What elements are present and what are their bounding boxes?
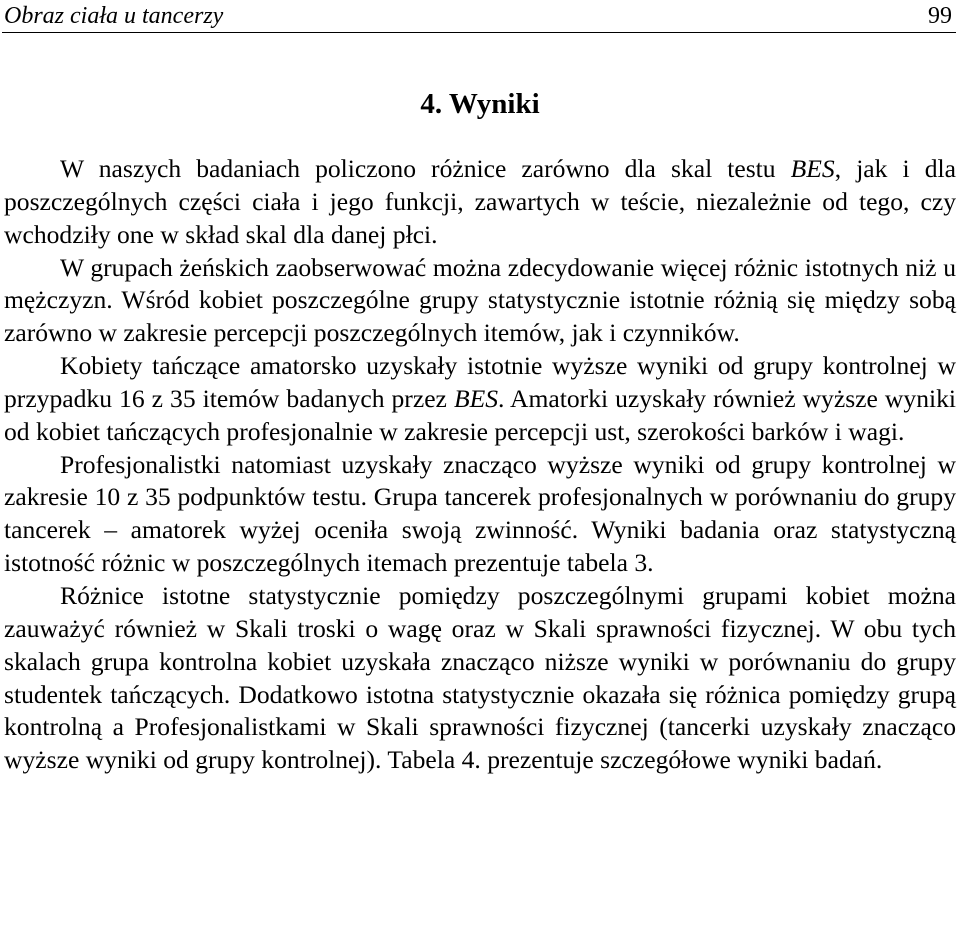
running-title: Obraz ciała u tancerzy: [4, 3, 224, 29]
bes-abbreviation: BES: [453, 383, 499, 413]
body-text: [4, 153, 956, 777]
page-number: 99: [928, 3, 952, 29]
section-heading: 4. Wyniki: [420, 88, 540, 120]
paragraph-1-text-start: W naszych badaniach policzono różnice zarówno dla skal testu: [60, 154, 791, 183]
paragraph-5: Różnice istotne statystycznie pomiędzy poszczególnymi grupami kobiet można zauważyć również w Skali troski o wagę oraz w Skali sprawności fizycznej. W obu tych skalach grupa kontrolna kobiet uzyskała znacząco niższe wyniki w porównaniu do grupy studentek tańczących. Dodatkowo istotna statystycznie okazała się różnica pomiędzy grupą kontrolną a Profesjonalistkami w Skali sprawności fizycznej (tancerki uzyskały znacząco wyższe wyniki od grupy kontrolnej). Tabela 4. prezentuje szczegółowe wyniki badań.: [4, 580, 956, 775]
running-header: [2, 2, 956, 33]
paragraph-3-text-end: . Amatorki uzyskały również wyższe wyniki od kobiet tańczących profesjonalnie w zakresie percepcji ust, szerokości barków i wagi.: [4, 383, 957, 446]
paragraph-1: [4, 153, 956, 252]
paragraph-2: W grupach żeńskich zaobserwować można zdecydowanie więcej różnic istotnych niż u mężczyzn. Wśród kobiet poszczególne grupy statystycznie istotnie różnią się między sobą zarówno w zakresie percepcji poszczególnych itemów, jak i czynników.: [4, 252, 956, 348]
bes-abbreviation: BES: [790, 154, 835, 183]
paragraph-4: Profesjonalistki natomiast uzyskały znacząco wyższe wyniki od grupy kontrolnej w zakresie 10 z 35 podpunktów testu. Grupa tancerek profesjonalnych w porównaniu do grupy tancerek – amatorek wyżej oceniła swoją zwinność. Wyniki badania oraz statystyczną istotność różnic w poszczególnych itemach prezentuje tabela 3.: [4, 449, 956, 578]
paragraph-3-text-start: Kobiety tańczące amatorsko uzyskały istotnie wyższe wyniki od grupy kontrolnej w przypadku 16 z 35 itemów badanych przez: [4, 351, 956, 413]
paragraph-3: [4, 350, 956, 449]
paragraph-1-text-end: , jak i dla poszczególnych części ciała i jego funkcji, zawartych w teście, niezależnie od tego, czy wchodziły one w skład skal dla danej płci.: [4, 154, 956, 249]
